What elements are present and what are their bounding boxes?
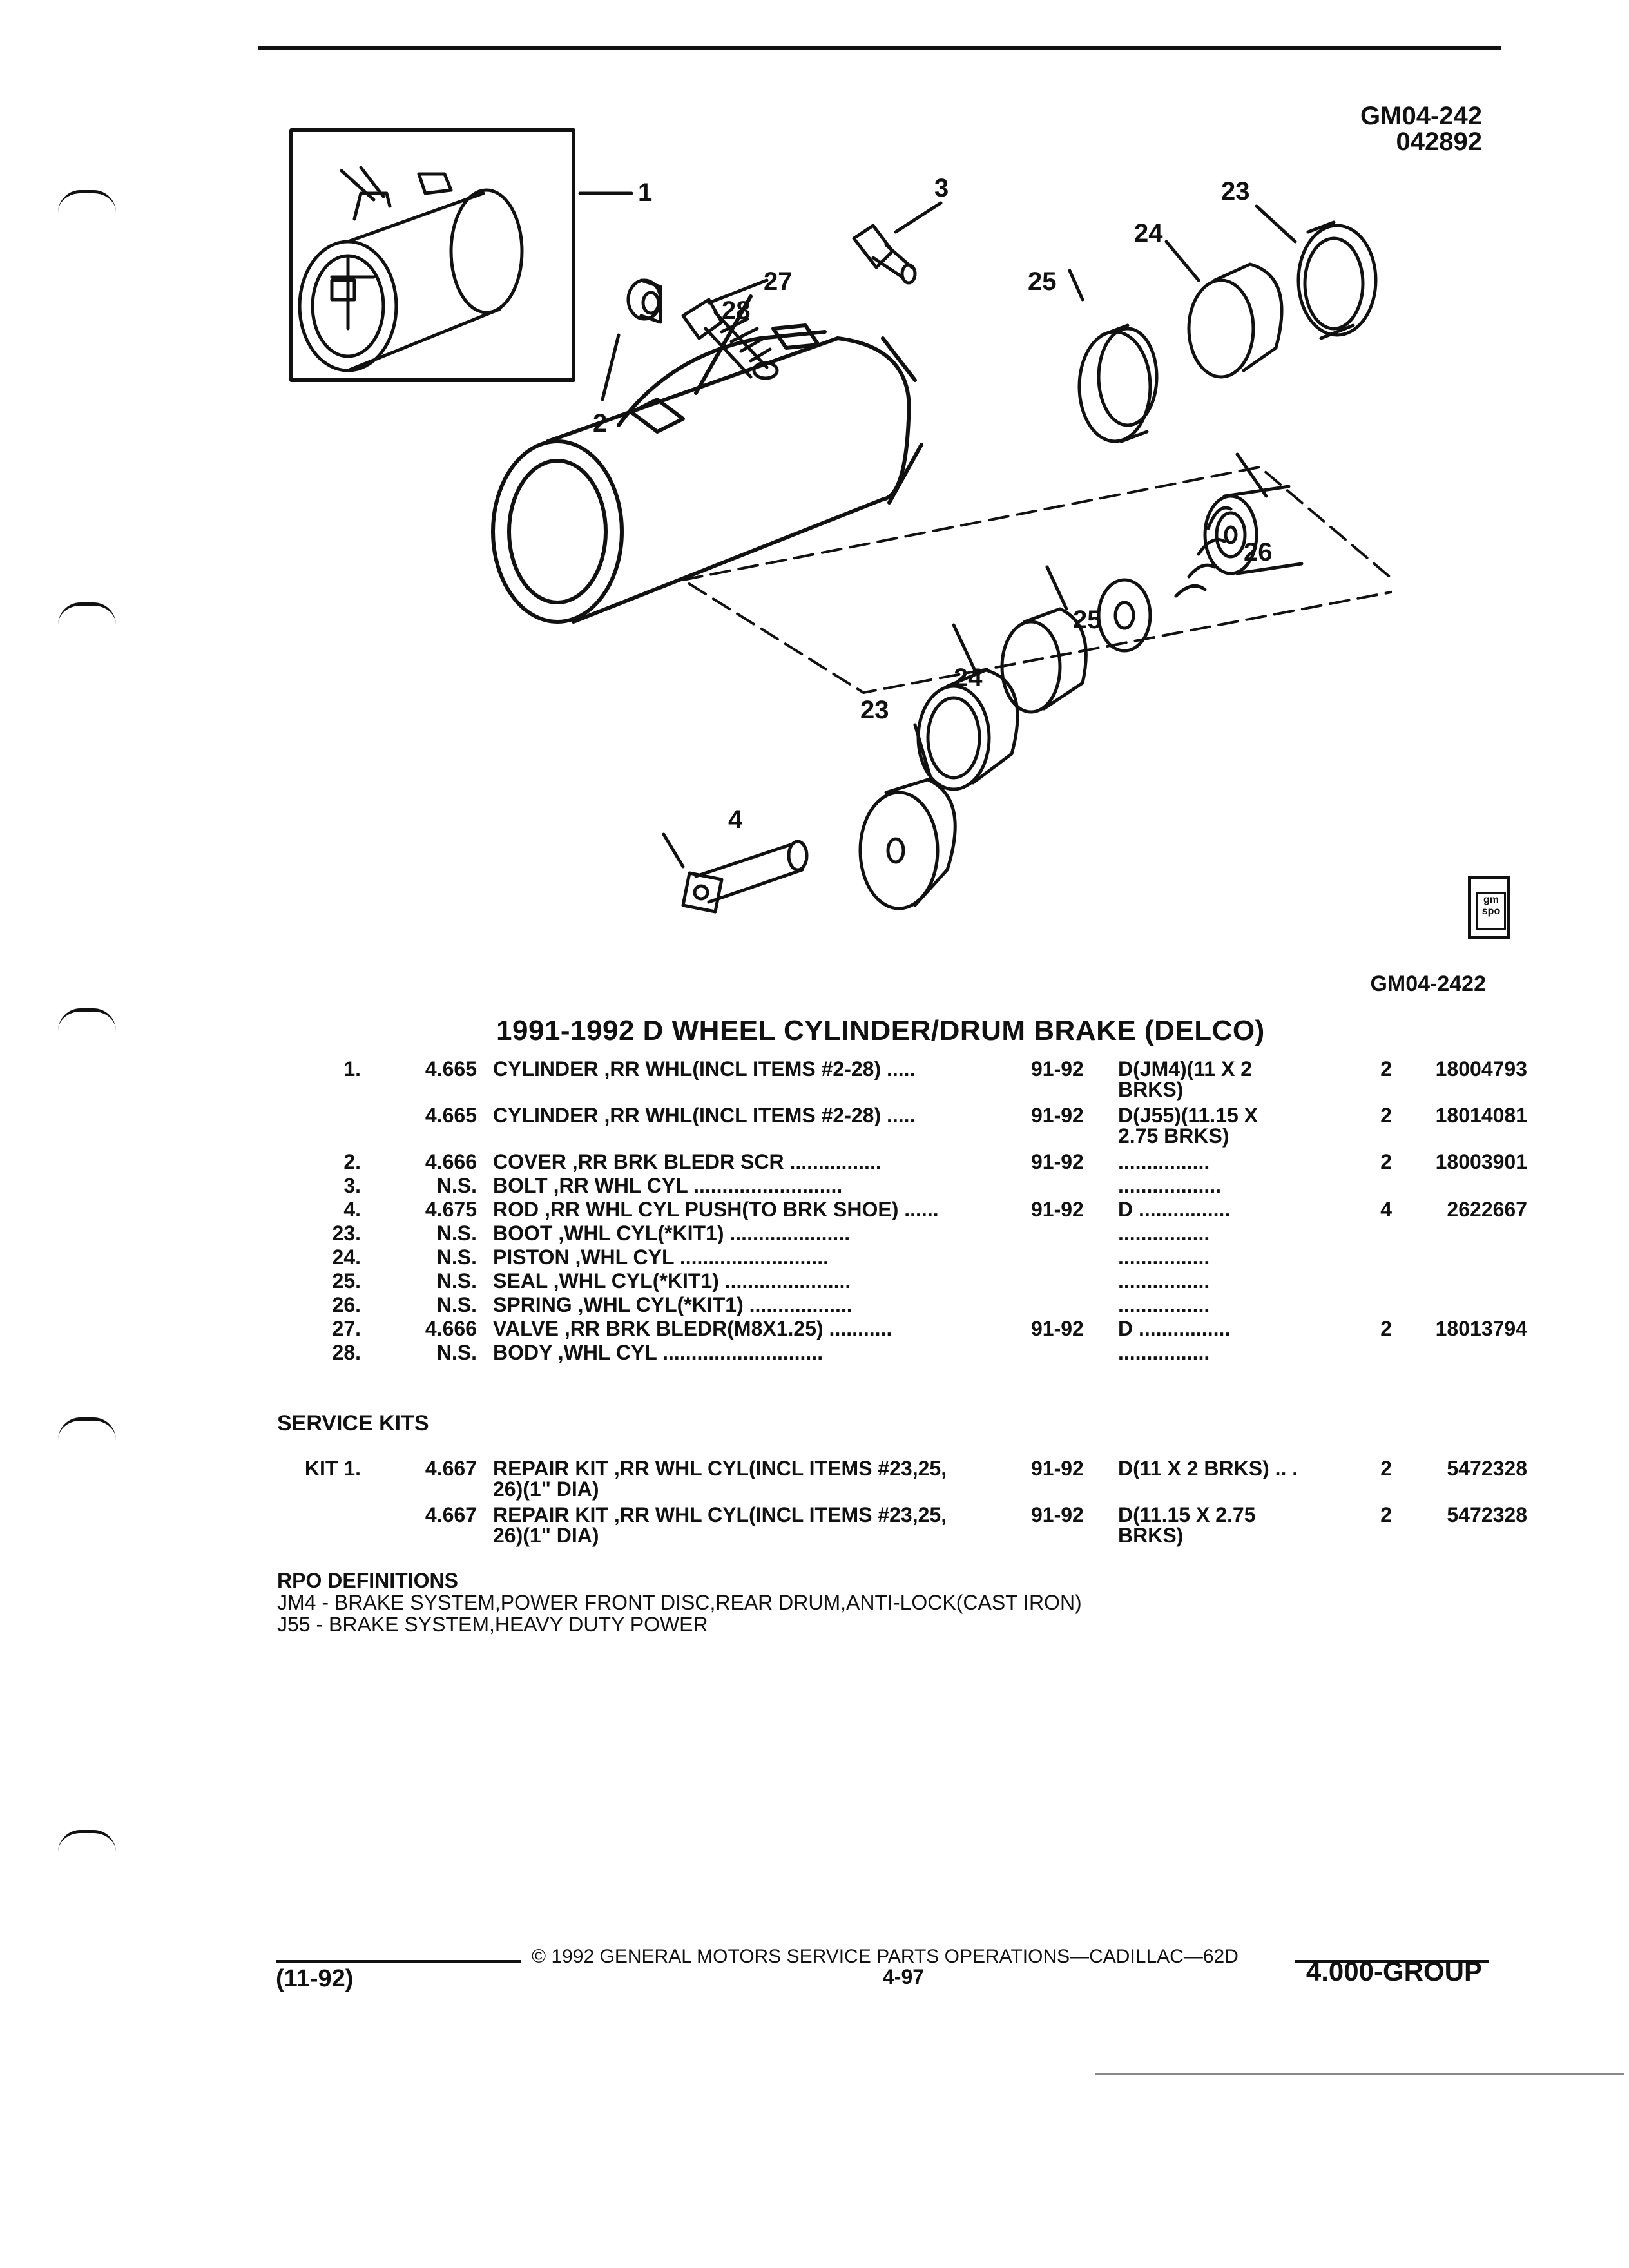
footer-copyright: © 1992 GENERAL MOTORS SERVICE PARTS OPERATIONS—CADILLAC—62D <box>532 1946 1239 1967</box>
cell-item: 3. <box>343 1175 361 1196</box>
callout-label: 25 <box>1028 267 1057 296</box>
part-28-body <box>493 296 921 622</box>
callout-label: 23 <box>1221 177 1250 206</box>
cell-pn: 2622667 <box>1447 1198 1527 1220</box>
cell-desc2: 26)(1" DIA) <box>493 1477 599 1501</box>
date-code: 042892 <box>1396 128 1482 156</box>
rpo-definitions <box>277 1570 1082 1635</box>
cell-yr: 91-92 <box>1031 1058 1084 1080</box>
cell-note: D(11.15 X 2.75 <box>1118 1504 1256 1526</box>
cell-num: N.S. <box>436 1270 477 1292</box>
cell-qty: 2 <box>1380 1504 1392 1526</box>
cell-note: ................ <box>1118 1341 1210 1363</box>
cell-desc2: 26)(1" DIA) <box>493 1524 599 1547</box>
cell-num: 4.665 <box>425 1104 477 1126</box>
cell-qty: 2 <box>1380 1104 1392 1126</box>
cell-note: ................ <box>1118 1151 1210 1173</box>
footer-page-number: 4-97 <box>883 1965 925 1988</box>
cell-num: 4.667 <box>425 1457 477 1479</box>
callout-label: 1 <box>638 178 653 207</box>
callout-label: 23 <box>860 696 889 724</box>
cell-desc: SPRING ,WHL CYL(*KIT1) .................. <box>493 1294 853 1316</box>
cell-item: 27. <box>332 1318 361 1340</box>
cell-item: 26. <box>332 1294 361 1316</box>
cell-item: 1. <box>343 1058 361 1080</box>
cell-note: D ................ <box>1118 1198 1231 1220</box>
part-4-push-rod <box>664 834 807 912</box>
lower-seal-25 <box>1002 567 1086 712</box>
top-rule <box>258 46 1501 50</box>
cell-item: 23. <box>332 1222 361 1244</box>
cell-yr: 91-92 <box>1031 1318 1084 1340</box>
section-title: 1991-1992 D WHEEL CYLINDER/DRUM BRAKE (DELCO) <box>496 1015 1265 1046</box>
margin-mark <box>58 1418 116 1440</box>
cell-num: N.S. <box>436 1341 477 1363</box>
cell-item: KIT 1. <box>304 1457 361 1479</box>
bottom-rule <box>1095 2073 1624 2075</box>
cell-note: ................ <box>1118 1246 1210 1268</box>
cell-desc: VALVE ,RR BRK BLEDR(M8X1.25) ........... <box>493 1318 892 1340</box>
cell-desc: COVER ,RR BRK BLEDR SCR ................ <box>493 1151 882 1173</box>
margin-mark <box>58 1830 116 1852</box>
cell-note: .................. <box>1118 1175 1222 1196</box>
margin-mark <box>58 190 116 213</box>
cell-item: 4. <box>343 1198 361 1220</box>
cell-desc: CYLINDER ,RR WHL(INCL ITEMS #2-28) ..... <box>493 1104 916 1126</box>
footer-rule-left <box>276 1960 521 1963</box>
cell-num: N.S. <box>436 1294 477 1316</box>
cell-note: ................ <box>1118 1294 1210 1316</box>
cell-num: 4.667 <box>425 1504 477 1526</box>
margin-mark <box>58 1008 116 1031</box>
cell-qty: 2 <box>1380 1318 1392 1340</box>
cell-desc: BOOT ,WHL CYL(*KIT1) ..................... <box>493 1222 851 1244</box>
exploded-parts-diagram <box>271 116 1392 941</box>
cell-num: 4.665 <box>425 1058 477 1080</box>
gm-spo-logo <box>1468 876 1510 939</box>
callout-label: 25 <box>1073 606 1102 634</box>
cell-desc: REPAIR KIT ,RR WHL CYL(INCL ITEMS #23,25, <box>493 1457 947 1479</box>
cell-desc: BODY ,WHL CYL ............................ <box>493 1341 824 1363</box>
cell-pn: 18013794 <box>1435 1318 1527 1340</box>
figure-code: GM04-242 <box>1360 102 1482 130</box>
cell-note: D(J55)(11.15 X <box>1118 1104 1258 1126</box>
figure-code-secondary: GM04-2422 <box>1370 972 1486 996</box>
assembly-inset <box>291 130 574 380</box>
cell-desc: ROD ,RR WHL CYL PUSH(TO BRK SHOE) ...... <box>493 1198 939 1220</box>
callout-label: 3 <box>934 174 949 202</box>
cell-desc: SEAL ,WHL CYL(*KIT1) ...................... <box>493 1270 851 1292</box>
cell-qty: 4 <box>1380 1198 1392 1220</box>
cell-note: ................ <box>1118 1222 1210 1244</box>
cell-yr: 91-92 <box>1031 1151 1084 1173</box>
cell-pn: 5472328 <box>1447 1457 1527 1479</box>
cell-num: N.S. <box>436 1246 477 1268</box>
callout-label: 28 <box>722 296 751 325</box>
cell-yr: 91-92 <box>1031 1457 1084 1479</box>
callout-label: 4 <box>728 805 743 834</box>
callout-label: 26 <box>1244 538 1273 566</box>
margin-mark <box>58 602 116 625</box>
cell-num: N.S. <box>436 1175 477 1196</box>
cell-qty: 2 <box>1380 1058 1392 1080</box>
logo-text: gm spo <box>1476 892 1506 930</box>
cell-qty: 2 <box>1380 1457 1392 1479</box>
cell-note2: 2.75 BRKS) <box>1118 1124 1229 1148</box>
cell-qty: 2 <box>1380 1151 1392 1173</box>
cell-pn: 18004793 <box>1435 1058 1527 1080</box>
cell-desc: CYLINDER ,RR WHL(INCL ITEMS #2-28) ..... <box>493 1058 916 1080</box>
callout-label: 27 <box>764 267 793 296</box>
cell-note: D(11 X 2 BRKS) .. . <box>1118 1457 1298 1479</box>
cell-pn: 18014081 <box>1435 1104 1527 1126</box>
cell-pn: 18003901 <box>1435 1151 1527 1173</box>
cell-desc: BOLT ,RR WHL CYL .......................... <box>493 1175 843 1196</box>
cell-yr: 91-92 <box>1031 1504 1084 1526</box>
cell-note2: BRKS) <box>1118 1078 1184 1101</box>
rpo-title: RPO DEFINITIONS <box>277 1569 458 1592</box>
cell-desc: PISTON ,WHL CYL .......................... <box>493 1246 829 1268</box>
upper-seal-25 <box>1070 271 1157 441</box>
footer-date: (11-92) <box>276 1965 354 1992</box>
upper-piston-24 <box>1166 242 1282 377</box>
cell-num: 4.666 <box>425 1318 477 1340</box>
callout-label: 24 <box>954 664 983 692</box>
cell-num: 4.675 <box>425 1198 477 1220</box>
cell-pn: 5472328 <box>1447 1504 1527 1526</box>
cell-note: D ................ <box>1118 1318 1231 1340</box>
dashed-enclosure <box>683 467 1392 693</box>
upper-boot-23 <box>1257 206 1376 338</box>
callout-label: 2 <box>593 409 608 437</box>
rpo-line: J55 - BRAKE SYSTEM,HEAVY DUTY POWER <box>277 1613 708 1636</box>
cell-note2: BRKS) <box>1118 1524 1184 1547</box>
cell-yr: 91-92 <box>1031 1104 1084 1126</box>
cell-desc: REPAIR KIT ,RR WHL CYL(INCL ITEMS #23,25, <box>493 1504 947 1526</box>
cell-note: D(JM4)(11 X 2 <box>1118 1058 1253 1080</box>
cell-item: 28. <box>332 1341 361 1363</box>
service-kits-title: SERVICE KITS <box>277 1411 429 1436</box>
part-3-bolt <box>854 203 941 283</box>
rpo-line: JM4 - BRAKE SYSTEM,POWER FRONT DISC,REAR DRUM,ANTI-LOCK(CAST IRON) <box>277 1591 1082 1614</box>
callout-label: 24 <box>1134 219 1163 247</box>
cell-num: N.S. <box>436 1222 477 1244</box>
cell-note: ................ <box>1118 1270 1210 1292</box>
cell-item: 2. <box>343 1151 361 1173</box>
assembled-cylinder <box>300 168 522 370</box>
lower-boot-23 <box>860 725 955 908</box>
part-2-cover <box>602 280 660 399</box>
cell-item: 25. <box>332 1270 361 1292</box>
cell-num: 4.666 <box>425 1151 477 1173</box>
cell-item: 24. <box>332 1246 361 1268</box>
footer-group: 4.000-GROUP <box>1306 1956 1482 1986</box>
cell-yr: 91-92 <box>1031 1198 1084 1220</box>
